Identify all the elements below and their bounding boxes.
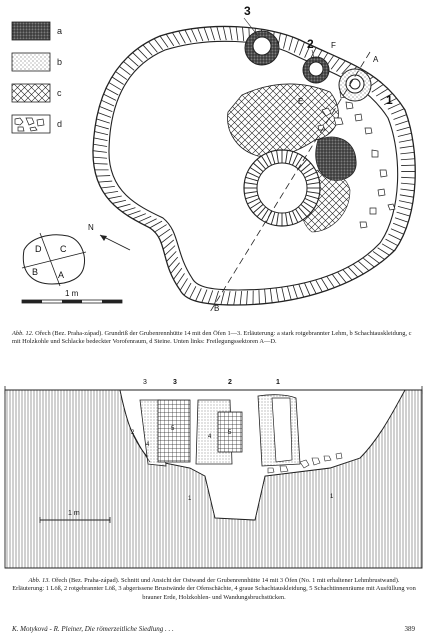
sector-B: B bbox=[32, 267, 39, 277]
sector-A: A bbox=[58, 270, 65, 280]
legend-swatch-c bbox=[12, 84, 50, 102]
section-num-2: 2 bbox=[131, 430, 135, 436]
sector-diagram bbox=[22, 233, 86, 286]
label-F: F bbox=[331, 41, 336, 50]
section-top-3a: 3 bbox=[143, 379, 147, 386]
north-label: N bbox=[88, 223, 94, 232]
label-A: A bbox=[373, 55, 379, 64]
legend-swatch-b bbox=[12, 53, 50, 71]
label-B: B bbox=[214, 304, 220, 313]
burnt-clay-blob bbox=[316, 137, 357, 180]
legend-swatch-d bbox=[12, 115, 50, 133]
caption-12-lead: Abb. 12. bbox=[12, 330, 34, 337]
oven-1 bbox=[339, 69, 371, 101]
section-num-1b: 1 bbox=[330, 494, 334, 500]
oven-3 bbox=[245, 31, 279, 65]
section-top-2: 2 bbox=[228, 379, 232, 386]
section-top-3b: 3 bbox=[173, 379, 177, 386]
page-number: 389 bbox=[404, 625, 415, 633]
section-figure bbox=[0, 368, 427, 573]
legend-swatch-a bbox=[12, 22, 50, 40]
legend-key-a: a bbox=[57, 26, 63, 36]
oven-number-2: 2 bbox=[307, 37, 314, 51]
oven-2 bbox=[303, 57, 329, 83]
caption-12-text: Ořech (Bez. Praha-západ). Grundriß der Grubenrennhütte 14 mit den Öfen 1—3. Erläuterung: a stark rotgebrannter Lehm, b Schachtauskleidung, c mit Holzkohle und Schlacke bedeckter Vorofenraum, d Steine. Unten links: Freilegungssektoren A—D. bbox=[12, 330, 412, 346]
section-num-1a: 1 bbox=[188, 496, 192, 502]
section-top-1: 1 bbox=[276, 379, 280, 386]
section-scale-label: 1 m bbox=[68, 510, 80, 517]
oven-number-1: 1 bbox=[386, 93, 393, 107]
sector-D: D bbox=[35, 244, 42, 254]
figure-13-caption bbox=[12, 577, 416, 602]
legend-key-c: c bbox=[57, 88, 62, 98]
plan-scale-label: 1 m bbox=[65, 289, 79, 298]
label-E: E bbox=[298, 97, 304, 106]
legend-key-b: b bbox=[57, 57, 63, 67]
legend-key-d: d bbox=[57, 119, 63, 129]
oven-number-3: 3 bbox=[244, 4, 251, 18]
section-num-4: 4 bbox=[146, 442, 150, 448]
running-footer: K. Motyková - R. Pleiner, Die römerzeitliche Siedlung . . . bbox=[12, 625, 174, 633]
north-arrow bbox=[88, 223, 130, 250]
plan-scale-bar bbox=[22, 289, 122, 303]
central-oven bbox=[244, 150, 320, 226]
caption-13-lead: Abb. 13. bbox=[28, 577, 51, 584]
sector-C: C bbox=[60, 244, 67, 254]
legend bbox=[12, 22, 62, 133]
section-num-5a: 5 bbox=[171, 426, 175, 432]
oven-shafts bbox=[130, 395, 300, 466]
section-num-4b: 4 bbox=[208, 434, 212, 440]
figure-12-caption bbox=[12, 330, 416, 347]
caption-13-text: Ořech (Bez. Praha-západ). Schnitt und Ansicht der Ostwand der Grubenrennhütte 14 mit 3 Öfen (No. 1 mit erhaltener Lehmbrustwand). Erläuterung: 1 Löß, 2 rotgebrannter Löß, 3 abgerissene Brustwände der Ofenschächte, 4 graue Schachtauskleidung, 5 Schachtinnenräume mit Ausfüllung von brauner Erde, Holzkohlen- und Wandungsbruchstücken. bbox=[12, 577, 416, 601]
section-num-5b: 5 bbox=[228, 430, 232, 436]
